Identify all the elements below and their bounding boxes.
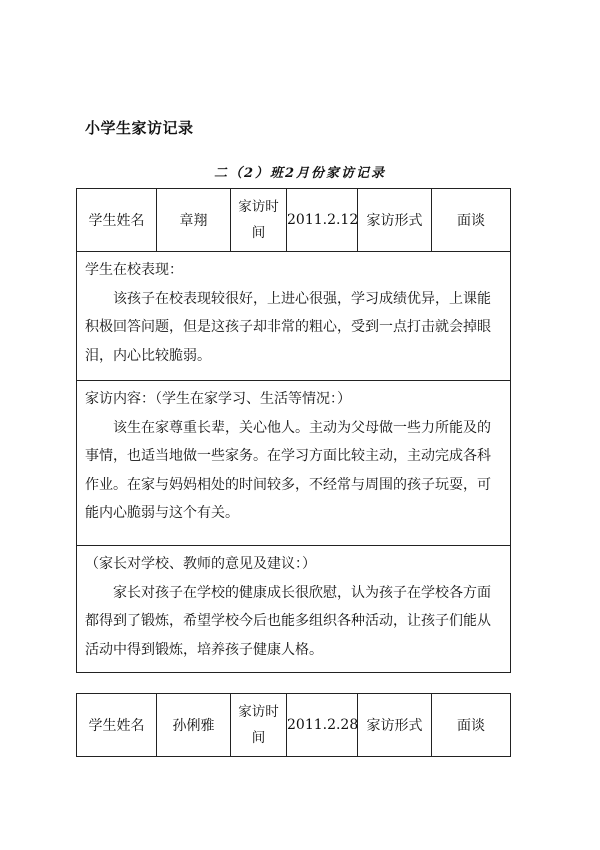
school-performance-cell (77, 252, 511, 381)
visit-time-label-line2: 间 (251, 730, 266, 746)
student-name-value: 孙俐雅 (157, 694, 231, 757)
visit-record-table-1 (76, 188, 511, 673)
class-subtitle: 二（2）班2月份家访记录 (213, 166, 387, 181)
student-name-label: 学生姓名 (77, 189, 157, 252)
record-header-row (77, 694, 511, 757)
record-header-row (77, 189, 511, 252)
visit-time-label (231, 694, 287, 757)
visit-date-value: 2011.2.28 (287, 694, 358, 757)
home-visit-content-text: 该生在家尊重长辈，关心他人。主动为父母做一些力所能及的事情，也适当地做一些家务。在学习方面比较主动，主动完成各科作业。在家与妈妈相处的时间较多，不经常与周围的孩子玩耍，可能内心脆弱与这个有关。 (85, 419, 491, 521)
visit-time-label-line2: 间 (251, 225, 266, 241)
parent-feedback-heading: （家长对学校、教师的意见及建议：） (85, 556, 316, 572)
home-visit-content-cell (77, 381, 511, 546)
visit-record-table-2 (76, 693, 511, 757)
visit-time-label (231, 189, 287, 252)
student-name-value: 章翔 (157, 189, 231, 252)
home-visit-content-row (77, 381, 511, 546)
school-performance-heading: 学生在校表现： (85, 262, 183, 278)
school-performance-text: 该孩子在校表现较很好，上进心很强，学习成绩优异，上课能积极回答问题，但是这孩子却非常的粗心，受到一点打击就会掉眼泪，内心比较脆弱。 (85, 290, 491, 364)
visit-form-value: 面谈 (432, 189, 511, 252)
visit-time-label-line1: 家访时 (238, 704, 279, 720)
school-performance-row (77, 252, 511, 381)
parent-feedback-text: 家长对孩子在学校的健康成长很欣慰，认为孩子在学校各方面都得到了锻炼，希望学校今后也能多组织各种活动，让孩子们能从活动中得到锻炼，培养孩子健康人格。 (85, 584, 491, 658)
parent-feedback-row (77, 546, 511, 673)
visit-form-label: 家访形式 (358, 189, 432, 252)
visit-date-value: 2011.2.12 (287, 189, 358, 252)
visit-form-label: 家访形式 (358, 694, 432, 757)
visit-form-value: 面谈 (432, 694, 511, 757)
home-visit-content-heading: 家访内容：（学生在家学习、生活等情况：） (85, 391, 351, 407)
parent-feedback-cell (77, 546, 511, 673)
document-title: 小学生家访记录 (85, 119, 194, 137)
student-name-label: 学生姓名 (77, 694, 157, 757)
visit-time-label-line1: 家访时 (238, 199, 279, 215)
